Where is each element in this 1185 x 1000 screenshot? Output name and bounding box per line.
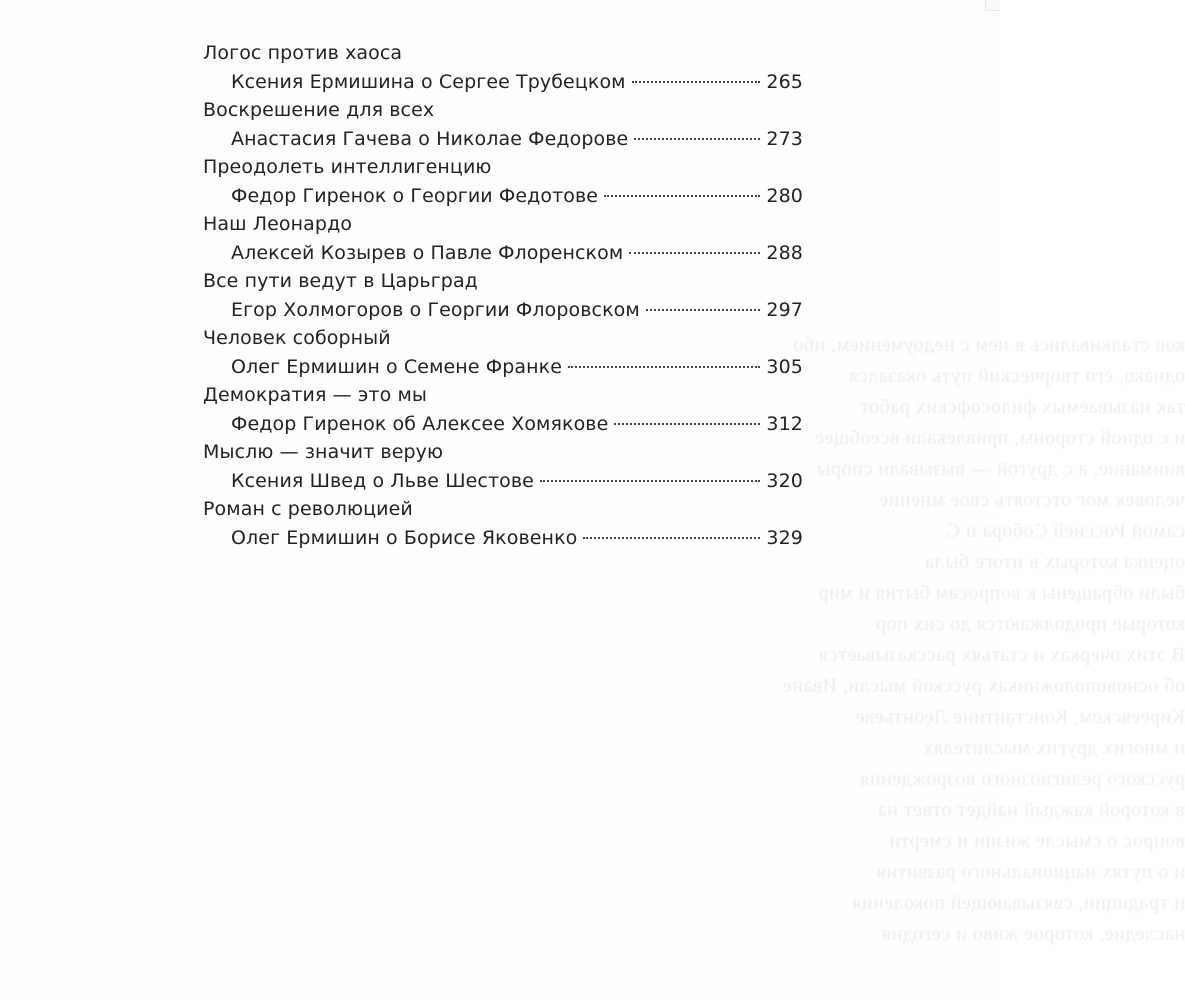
toc-item	[203, 97, 803, 154]
dot-leader	[629, 252, 760, 254]
toc-item-page-number: 280	[766, 185, 803, 207]
dot-leader	[646, 309, 761, 311]
toc-item-page-number: 329	[766, 527, 803, 549]
dot-leader	[604, 195, 760, 197]
toc-item-entry	[203, 295, 803, 325]
toc-item-author: Олег Ермишин о Борисе Яковенко	[231, 527, 578, 549]
page-corner	[985, 0, 1000, 11]
toc-item-entry	[203, 238, 803, 268]
toc-item	[203, 439, 803, 496]
table-of-contents	[203, 40, 803, 553]
toc-item-author: Федор Гиренок об Алексее Хомякове	[231, 413, 609, 435]
toc-item-title: Воскрешение для всех	[203, 99, 435, 121]
toc-item	[203, 268, 803, 325]
toc-item-page-number: 273	[766, 128, 803, 150]
toc-item-entry	[203, 466, 803, 496]
toc-item-title: Логос против хаоса	[203, 42, 403, 64]
toc-item-entry	[203, 124, 803, 154]
dot-leader	[568, 366, 760, 368]
toc-item-title: Преодолеть интеллигенцию	[203, 156, 492, 178]
toc-item	[203, 211, 803, 268]
toc-item-page-number: 297	[766, 299, 803, 321]
toc-item-title: Человек соборный	[203, 327, 391, 349]
toc-item-author: Ксения Швед о Льве Шестове	[231, 470, 534, 492]
toc-item	[203, 325, 803, 382]
dot-leader	[583, 537, 760, 539]
dot-leader	[634, 138, 760, 140]
toc-item-page-number: 312	[766, 413, 803, 435]
toc-item-author: Федор Гиренок о Георгии Федотове	[231, 185, 599, 207]
toc-item	[203, 496, 803, 553]
toc-item-author: Алексей Козырев о Павле Флоренском	[231, 242, 624, 264]
toc-item-page-number: 288	[766, 242, 803, 264]
toc-item-author: Олег Ермишин о Семене Франке	[231, 356, 562, 378]
bleed-through-text: ков сталкивались в нем с недоумением, ибо однако, его творческий путь оказался так называемых философских работ и с одной стороны, привлекали всеобщее внимание, а с другой — вызывали споры человек мог отстоять свое мнение самой Россией Собора и С оценка которых в итоге была были обращены к вопросам бытия и мир которые продолжаются до сих пор В этих очерках и статьях рассказывается об основоположниках русской мысли, Иване Киреевском, Константине Леонтьеве и многих других мыслителях русского религиозного возрождения в которой каждый найдет ответ на вопрос о смысле жизни и смерти и о путях национального развития и традиции, связывающей поколения наследие, которое живо и сегодня	[782, 334, 1185, 945]
dot-leader	[540, 480, 760, 482]
toc-item-author: Ксения Ермишина о Сергее Трубецком	[231, 71, 626, 93]
toc-item-page-number: 320	[766, 470, 803, 492]
toc-item-entry	[203, 352, 803, 382]
toc-item-author: Анастасия Гачева о Николае Федорове	[231, 128, 629, 150]
toc-item-entry	[203, 181, 803, 211]
toc-item-page-number: 305	[766, 356, 803, 378]
toc-item-title: Наш Леонардо	[203, 213, 353, 235]
toc-item-title: Демократия — это мы	[203, 384, 427, 406]
toc-item	[203, 382, 803, 439]
toc-item-entry	[203, 409, 803, 439]
toc-item-entry	[203, 67, 803, 97]
dot-leader	[614, 423, 760, 425]
toc-item	[203, 40, 803, 97]
toc-item-title: Роман с революцией	[203, 498, 413, 520]
toc-item-entry	[203, 523, 803, 553]
dot-leader	[632, 81, 761, 83]
toc-item-page-number: 265	[766, 71, 803, 93]
toc-item	[203, 154, 803, 211]
toc-item-author: Егор Холмогоров о Георгии Флоровском	[231, 299, 640, 321]
toc-item-title: Мыслю — значит верую	[203, 441, 444, 463]
toc-item-title: Все пути ведут в Царьград	[203, 270, 478, 292]
